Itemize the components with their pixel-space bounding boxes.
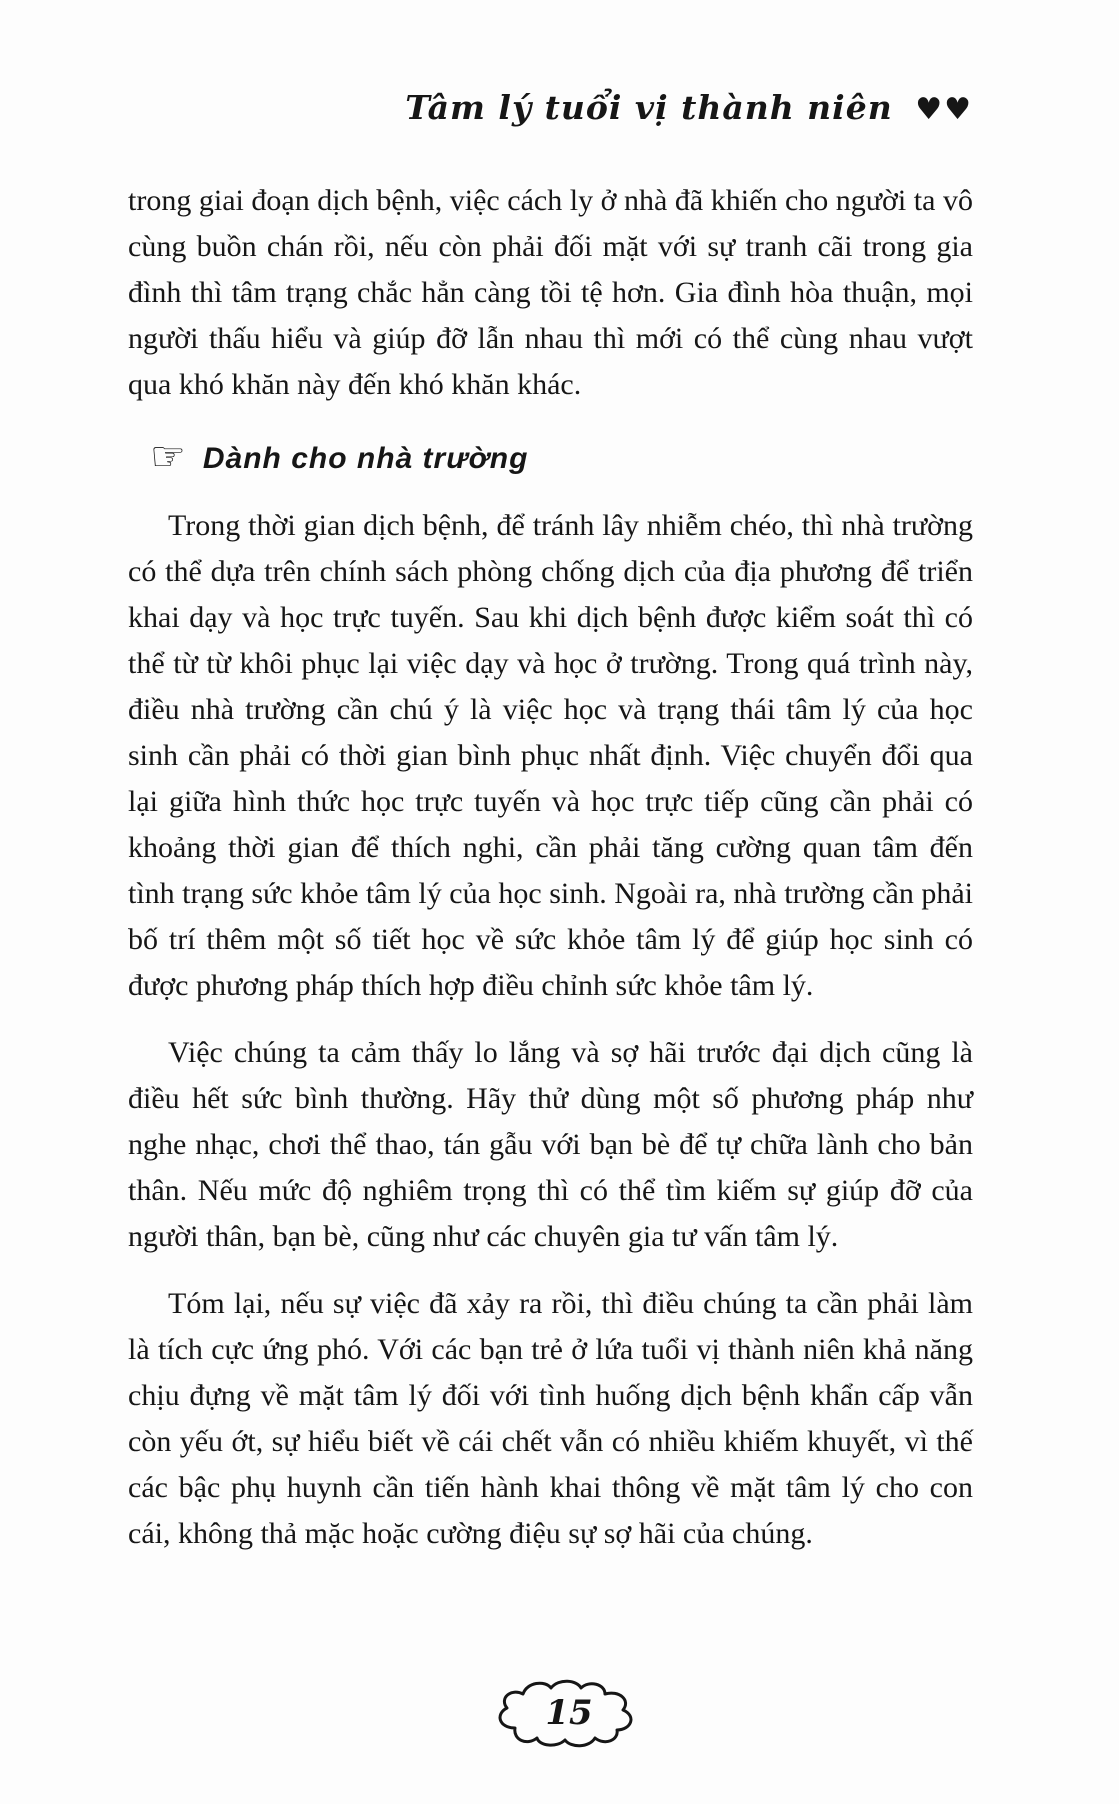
- intro-paragraph: trong giai đoạn dịch bệnh, việc cách ly ở nhà đã khiến cho người ta vô cùng buồn chán rồi, nếu còn phải đối mặt với sự tranh cãi trong gia đình thì tâm trạng chắc hẳn càng tồi tệ hơn. Gia đình hòa thuận, mọi người thấu hiểu và giúp đỡ lẫn nhau thì mới có thể cùng nhau vượt qua khó khăn này đến khó khăn khác.: [128, 184, 973, 401]
- paragraph-self-care: Việc chúng ta cảm thấy lo lắng và sợ hãi trước đại dịch cũng là điều hết sức bình thường. Hãy thử dùng một số phương pháp như nghe nhạc, chơi thể thao, tán gẫu với bạn bè để tự chữa lành cho bản thân. Nếu mức độ nghiêm trọng thì có thể tìm kiếm sự giúp đỡ của người thân, bạn bè, cũng như các chuyên gia tư vấn tâm lý.: [128, 1036, 973, 1253]
- page-footer: [0, 1676, 1119, 1755]
- page-number: 15: [544, 1693, 593, 1733]
- pointing-hand-icon: ☞: [150, 434, 187, 480]
- section-heading: [150, 436, 973, 482]
- section-title: Dành cho nhà trường: [202, 442, 529, 475]
- running-head-title: Tâm lý tuổi vị thành niên: [405, 88, 893, 127]
- cloud-page-number-frame: [493, 1676, 643, 1750]
- paragraph-summary: Tóm lại, nếu sự việc đã xảy ra rồi, thì điều chúng ta cần phải làm là tích cực ứng phó. Với các bạn trẻ ở lứa tuổi vị thành niên khả năng chịu đựng về mặt tâm lý đối với tình huống dịch bệnh khẩn cấp vẫn còn yếu ớt, sự hiểu biết về cái chết vẫn có nhiều khiếm khuyết, vì thế các bậc phụ huynh cần tiến hành khai thông về mặt tâm lý cho con cái, không thả mặc hoặc cường điệu sự sợ hãi của chúng.: [128, 1287, 973, 1550]
- page-body: [128, 178, 973, 1557]
- hearts-icon: ♥♥: [915, 92, 973, 127]
- running-head: [128, 88, 973, 127]
- paragraph-school: Trong thời gian dịch bệnh, để tránh lây nhiễm chéo, thì nhà trường có thể dựa trên chính sách phòng chống dịch của địa phương để triển khai dạy và học trực tuyến. Sau khi dịch bệnh được kiểm soát thì có thể từ từ khôi phục lại việc dạy và học ở trường. Trong quá trình này, điều nhà trường cần chú ý là việc học và trạng thái tâm lý của học sinh cần phải có thời gian bình phục nhất định. Việc chuyển đổi qua lại giữa hình thức học trực tuyến và học trực tiếp cũng cần phải có khoảng thời gian để thích nghi, cần phải tăng cường quan tâm đến tình trạng sức khỏe tâm lý của học sinh. Ngoài ra, nhà trường cần phải bố trí thêm một số tiết học về sức khỏe tâm lý để giúp học sinh có được phương pháp thích hợp điều chỉnh sức khỏe tâm lý.: [128, 509, 973, 1002]
